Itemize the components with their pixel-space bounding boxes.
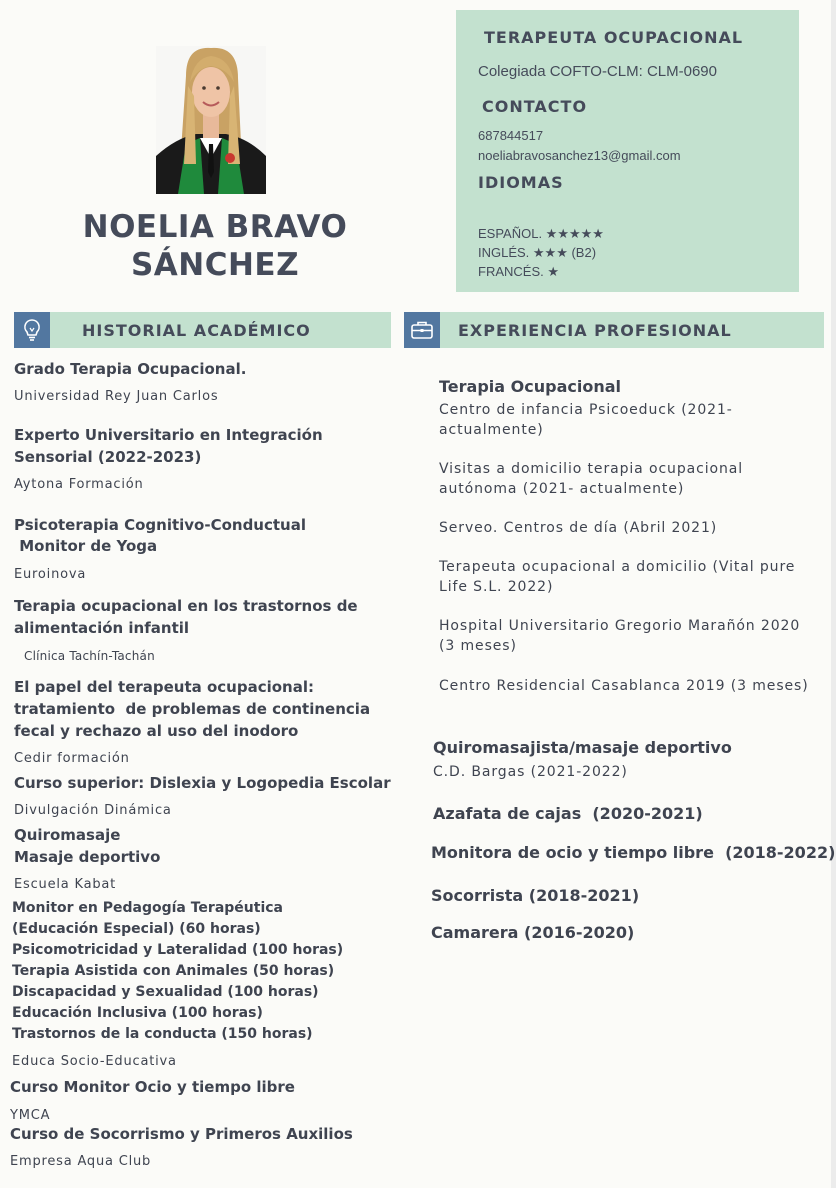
academic-entry-title: Curso Monitor Ocio y tiempo libre [10, 1078, 295, 1096]
language-french: FRANCÉS. ★ [478, 264, 559, 279]
language-spanish: ESPAÑOL. ★★★★★ [478, 226, 604, 241]
briefcase-icon [404, 312, 440, 348]
experience-item: Life S.L. 2022) [439, 579, 554, 595]
experience-job-title: Quiromasajista/masaje deportivo [433, 738, 732, 757]
academic-entry-title: Curso superior: Dislexia y Logopedia Escolar [14, 774, 391, 792]
academic-entry-institution: Escuela Kabat [14, 877, 117, 892]
experience-job-title: Azafata de cajas (2020-2021) [433, 804, 703, 823]
experience-item: Serveo. Centros de día (Abril 2021) [439, 520, 718, 536]
academic-entry-institution: YMCA [10, 1108, 51, 1123]
name-line-2: SÁNCHEZ [130, 247, 300, 283]
course-list-item: Discapacidad y Sexualidad (100 horas) [12, 984, 319, 1000]
experience-item: Centro de infancia Psicoeduck (2021- [439, 402, 733, 418]
course-list-item: Terapia Asistida con Animales (50 horas) [12, 963, 335, 979]
academic-entry-title: Grado Terapia Ocupacional. [14, 360, 247, 378]
course-list-item: Trastornos de la conducta (150 horas) [12, 1026, 313, 1042]
contact-title: CONTACTO [482, 97, 588, 116]
course-list-item: Monitor en Pedagogía Terapéutica [12, 900, 284, 916]
course-list-item: Psicomotricidad y Lateralidad (100 horas) [12, 942, 344, 958]
academic-entry-institution: Universidad Rey Juan Carlos [14, 389, 219, 404]
academic-entry-title: Sensorial (2022-2023) [14, 448, 202, 466]
info-box [456, 10, 799, 292]
profile-photo [156, 46, 266, 194]
experience-item: Centro Residencial Casablanca 2019 (3 meses) [439, 678, 809, 694]
experience-item: Hospital Universitario Gregorio Marañón 2020 [439, 618, 801, 634]
academic-entry-title: El papel del terapeuta ocupacional: [14, 678, 314, 696]
email-address: noeliabravosanchez13@gmail.com [478, 148, 681, 163]
experience-section-header [404, 312, 824, 348]
experience-item: Visitas a domicilio terapia ocupacional [439, 461, 743, 477]
academic-entry-title: Psicoterapia Cognitivo-Conductual [14, 516, 306, 534]
academic-section-title: HISTORIAL ACADÉMICO [82, 321, 311, 340]
academic-entry-title: tratamiento de problemas de continencia [14, 700, 371, 718]
academic-entry-institution: Empresa Aqua Club [10, 1154, 152, 1169]
experience-item: (3 meses) [439, 638, 517, 654]
academic-entry-title: Masaje deportivo [14, 848, 161, 866]
lightbulb-icon [14, 312, 50, 348]
experience-job-title: Monitora de ocio y tiempo libre (2018-2022) [431, 843, 836, 862]
page-edge [831, 0, 836, 1188]
profession-title: TERAPEUTA OCUPACIONAL [484, 28, 744, 47]
experience-item: autónoma (2021- actualmente) [439, 481, 685, 497]
experience-section-title: EXPERIENCIA PROFESIONAL [458, 321, 732, 340]
academic-entry-institution: Euroinova [14, 567, 87, 582]
phone-number: 687844517 [478, 128, 544, 143]
experience-job-title: Socorrista (2018-2021) [431, 886, 640, 905]
experience-item: Terapeuta ocupacional a domicilio (Vital pure [439, 559, 796, 575]
languages-title: IDIOMAS [478, 173, 564, 192]
academic-entry-institution: Cedir formación [14, 751, 130, 766]
academic-entry-title: Curso de Socorrismo y Primeros Auxilios [10, 1125, 353, 1143]
course-list-item: Educación Inclusiva (100 horas) [12, 1005, 263, 1021]
academic-entry-institution: Divulgación Dinámica [14, 803, 172, 818]
full-name [60, 208, 370, 284]
academic-entry-title: Experto Universitario en Integración [14, 426, 323, 444]
academic-entry-institution: Educa Socio-Educativa [12, 1054, 177, 1069]
academic-entry-title: alimentación infantil [14, 619, 190, 637]
experience-job-title: Camarera (2016-2020) [431, 923, 635, 942]
academic-entry-title: Monitor de Yoga [14, 537, 158, 555]
academic-entry-title: Terapia ocupacional en los trastornos de [14, 597, 358, 615]
name-line-1: NOELIA BRAVO [82, 209, 348, 245]
course-list-item: (Educación Especial) (60 horas) [12, 921, 261, 937]
academic-entry-title: Quiromasaje [14, 826, 121, 844]
academic-entry-title: fecal y rechazo al uso del inodoro [14, 722, 299, 740]
academic-section-header [14, 312, 391, 348]
license-number: Colegiada COFTO-CLM: CLM-0690 [478, 63, 717, 80]
academic-entry-institution: Clínica Tachín-Tachán [24, 649, 155, 663]
academic-entry-institution: Aytona Formación [14, 477, 144, 492]
language-english: INGLÉS. ★★★ (B2) [478, 245, 597, 260]
experience-item: actualmente) [439, 422, 544, 438]
experience-job-detail: C.D. Bargas (2021-2022) [433, 764, 628, 780]
experience-main-title: Terapia Ocupacional [439, 377, 621, 396]
